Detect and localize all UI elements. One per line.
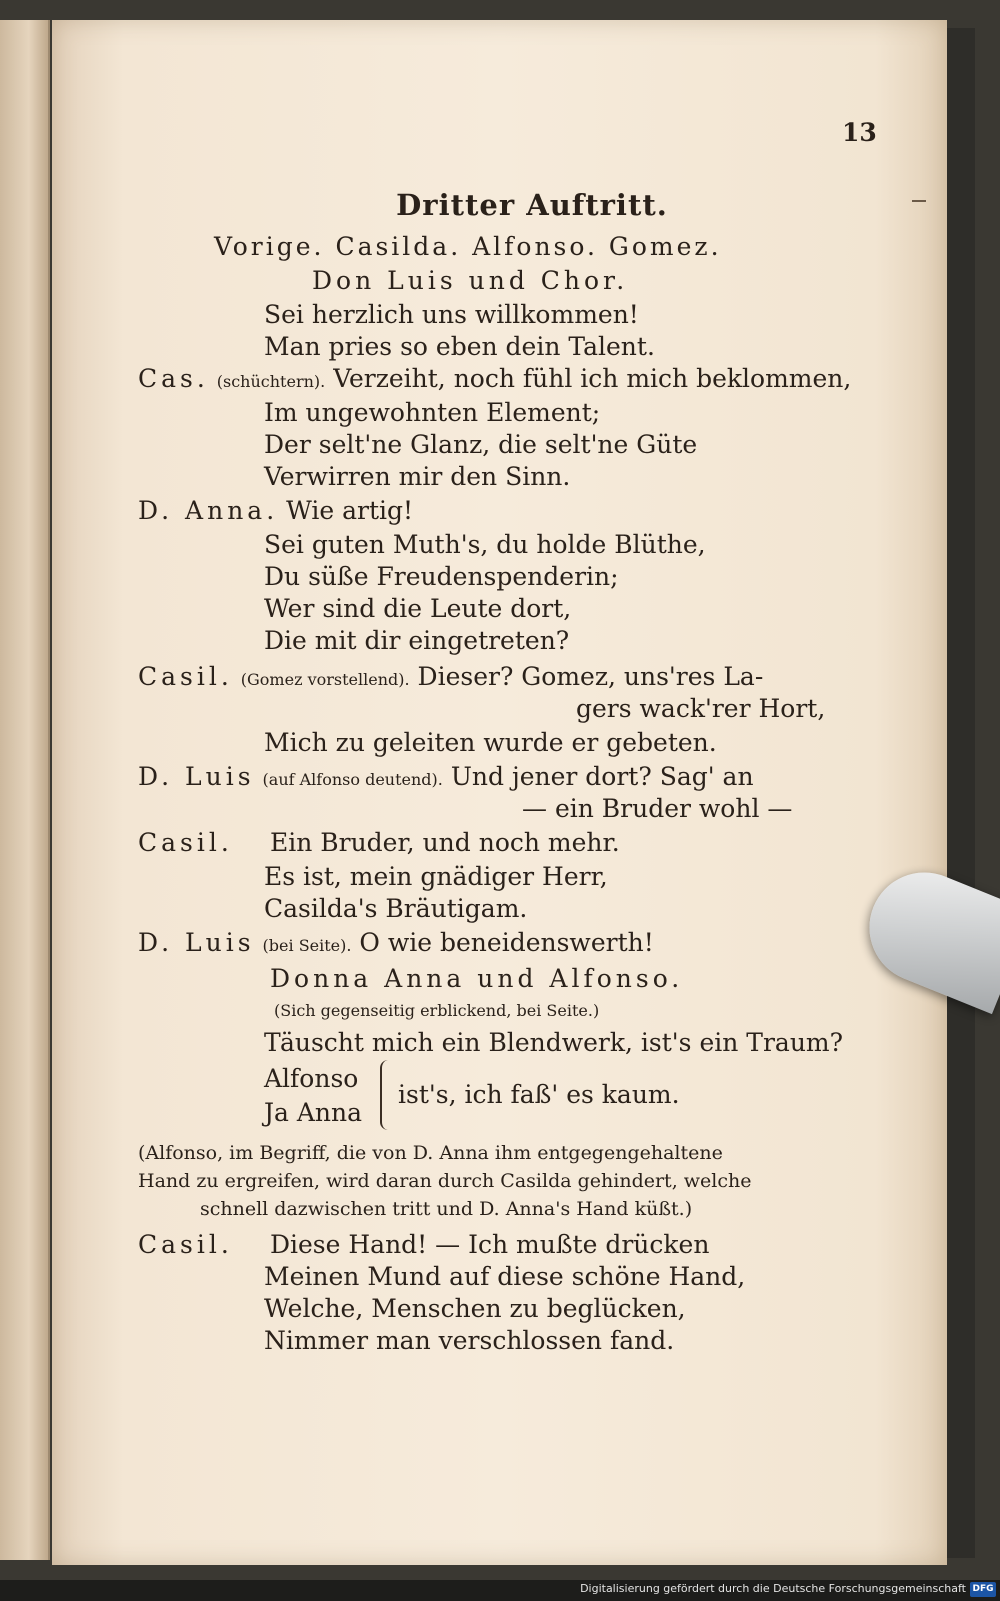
verse-line: Mich zu geleiten wurde er gebeten. xyxy=(264,728,717,757)
stage-cast: Vorige. Casilda. Alfonso. Gomez. xyxy=(214,232,722,261)
previous-page-edge xyxy=(0,20,50,1560)
page-right-edge xyxy=(947,28,975,1558)
speaker: D. Anna. xyxy=(138,496,279,525)
dialogue-line xyxy=(138,662,763,695)
verse-line: Wer sind die Leute dort, xyxy=(264,594,572,623)
verse-line: Ja Anna xyxy=(264,1098,363,1127)
speaker: Casil. xyxy=(138,828,233,857)
verse-line: Nimmer man verschlossen fand. xyxy=(264,1326,675,1355)
verse-text: Ein Bruder, und noch mehr. xyxy=(269,828,620,857)
speaker-line: Donna Anna und Alfonso. xyxy=(270,964,684,993)
scene-heading: Dritter Auftritt. xyxy=(396,188,668,222)
verse-text: O wie beneidenswerth! xyxy=(359,928,654,957)
verse-text: Wie artig! xyxy=(286,496,414,525)
speaker: Casil. xyxy=(138,1230,233,1259)
verse-line: Du süße Freudenspenderin; xyxy=(264,562,619,591)
brace xyxy=(380,1060,394,1130)
verse-line: Im ungewohnten Element; xyxy=(264,398,601,427)
dialogue-line xyxy=(138,828,620,858)
speaker: Casil. xyxy=(138,662,233,691)
verse-line: Die mit dir eingetreten? xyxy=(264,626,570,655)
stage-note-line: (Alfonso, im Begriff, die von D. Anna ihm entgegengehaltene xyxy=(138,1142,723,1164)
stage-direction: (Sich gegenseitig erblickend, bei Seite.) xyxy=(274,1001,600,1020)
footer-credit: Digitalisierung gefördert durch die Deutsche Forschungsgemeinschaft xyxy=(580,1582,966,1595)
speaker: D. Luis xyxy=(138,928,255,957)
speaker: D. Luis xyxy=(138,762,255,791)
verse-line: Es ist, mein gnädiger Herr, xyxy=(264,862,608,891)
stage-direction: (Gomez vorstellend). xyxy=(240,670,410,689)
verse-text: Dieser? Gomez, uns'res La- xyxy=(417,662,764,691)
dialogue-line xyxy=(138,928,654,961)
page-text xyxy=(52,20,947,1565)
dialogue-line xyxy=(138,496,413,526)
verse-line: Casilda's Bräutigam. xyxy=(264,894,528,923)
dialogue-line xyxy=(138,364,851,397)
verse-line: Alfonso xyxy=(264,1064,359,1093)
dialogue-line xyxy=(138,762,754,795)
verse-line: gers wack'rer Hort, xyxy=(576,694,826,723)
page-number: 13 xyxy=(842,118,877,147)
dfg-logo-icon: DFG xyxy=(970,1582,996,1597)
stage-note-line: Hand zu ergreifen, wird daran durch Casilda gehindert, welche xyxy=(138,1170,752,1192)
speaker-line: Don Luis und Chor. xyxy=(312,266,629,295)
speaker: Cas. xyxy=(138,364,209,393)
stage-direction: (auf Alfonso deutend). xyxy=(262,770,443,789)
verse-line: Man pries so eben dein Talent. xyxy=(264,332,655,361)
verse-line: ist's, ich faß' es kaum. xyxy=(398,1080,680,1109)
stage-direction: (bei Seite). xyxy=(262,936,352,955)
verse-line: Täuscht mich ein Blendwerk, ist's ein Traum? xyxy=(264,1028,844,1057)
verse-line: Sei herzlich uns willkommen! xyxy=(264,300,639,329)
verse-line: — ein Bruder wohl — xyxy=(522,794,793,823)
verse-text: Verzeiht, noch fühl ich mich beklommen, xyxy=(333,364,852,393)
verse-text: Diese Hand! — Ich mußte drücken xyxy=(269,1230,710,1259)
digitization-footer xyxy=(0,1580,1000,1601)
stage-note-line: schnell dazwischen tritt und D. Anna's Hand küßt.) xyxy=(200,1198,693,1220)
verse-line: Welche, Menschen zu beglücken, xyxy=(264,1294,686,1323)
verse-line: Der selt'ne Glanz, die selt'ne Güte xyxy=(264,430,698,459)
dialogue-line xyxy=(138,1230,709,1260)
verse-line: Verwirren mir den Sinn. xyxy=(264,462,571,491)
verse-text: Und jener dort? Sag' an xyxy=(450,762,754,791)
verse-line: Sei guten Muth's, du holde Blüthe, xyxy=(264,530,706,559)
verse-line: Meinen Mund auf diese schöne Hand, xyxy=(264,1262,746,1291)
stage-direction: (schüchtern). xyxy=(216,372,326,391)
